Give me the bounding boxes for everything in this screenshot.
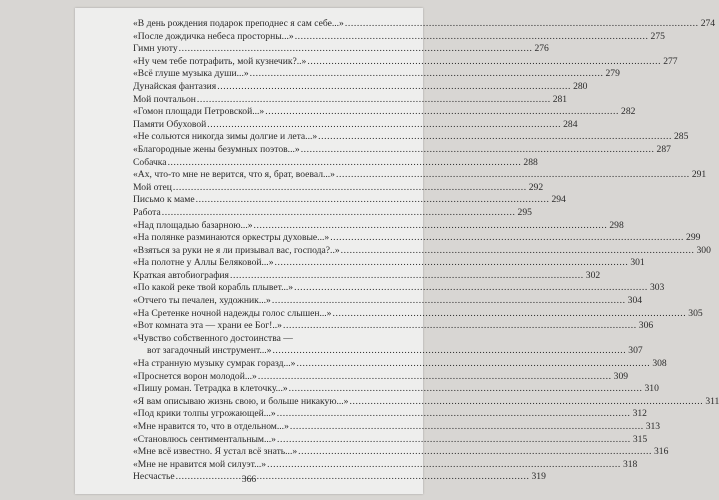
toc-entry bbox=[133, 408, 647, 421]
toc-entry-title: «На полянке разминаются оркестры духовые...» bbox=[133, 232, 330, 244]
toc-entry bbox=[133, 370, 629, 384]
toc-entry-page: 318 bbox=[622, 458, 638, 470]
toc-entry-page: 284 bbox=[563, 118, 578, 130]
toc-entry-page: 301 bbox=[630, 257, 645, 269]
toc-entry-title: Работа bbox=[133, 206, 161, 218]
toc-entry-page: 316 bbox=[653, 446, 669, 458]
leader-dots bbox=[295, 31, 649, 44]
toc-entry bbox=[133, 395, 719, 409]
toc-entry-title: «Не сольются никогда зимы долгие и лета...» bbox=[133, 131, 318, 143]
leader-dots bbox=[330, 232, 684, 245]
leader-dots bbox=[272, 295, 626, 308]
toc-entry bbox=[133, 169, 707, 182]
toc-entry-page: 282 bbox=[621, 106, 636, 118]
toc-entry-page: 304 bbox=[627, 295, 643, 307]
toc-entry bbox=[133, 143, 671, 157]
toc-entry-title: «Вот комната эта — храни ее Бог!..» bbox=[133, 320, 282, 332]
toc-entry-page: 276 bbox=[534, 43, 549, 55]
toc-entry-title: «Чувство собственного достоинства — bbox=[133, 332, 293, 344]
toc-entry bbox=[133, 320, 654, 333]
toc-entry-continuation bbox=[133, 345, 643, 358]
toc-entry bbox=[133, 18, 716, 31]
leader-dots bbox=[258, 371, 612, 384]
toc-entry-title: «Ну чем тебе потрафить, мой кузнечик?..» bbox=[133, 55, 307, 67]
leader-dots bbox=[168, 157, 522, 170]
toc-entry-title: Краткая автобиография bbox=[133, 269, 229, 281]
leader-dots bbox=[277, 434, 631, 447]
toc-entry-title: «Мне всё известно. Я устал всё знать...» bbox=[133, 446, 298, 458]
toc-entry-page: 319 bbox=[531, 471, 546, 483]
toc-entry-title: Мой почтальон bbox=[133, 93, 196, 105]
leader-dots bbox=[197, 94, 551, 107]
toc-entry-title: «Пишу роман. Тетрадка в клеточку...» bbox=[133, 383, 288, 395]
toc-entry-page: 279 bbox=[605, 68, 620, 80]
toc-entry bbox=[133, 194, 566, 207]
leader-dots bbox=[162, 207, 516, 220]
toc-entry-page: 313 bbox=[645, 421, 661, 432]
toc-entry-title: Памяти Обуховой bbox=[133, 118, 207, 130]
toc-entry bbox=[133, 93, 568, 107]
toc-entry-title: «Мне нравится то, что в отдельном...» bbox=[133, 421, 289, 432]
toc-entry bbox=[133, 257, 645, 270]
toc-entry bbox=[133, 118, 578, 132]
leader-dots bbox=[217, 81, 571, 94]
toc-entry bbox=[133, 206, 532, 220]
toc-entry bbox=[133, 30, 665, 44]
toc-entry bbox=[133, 219, 624, 233]
toc-entry-page: 315 bbox=[632, 433, 648, 445]
toc-entry bbox=[133, 282, 665, 295]
toc-entry-title: «Взяться за руки не я ли призывал вас, господа?..» bbox=[133, 244, 340, 256]
leader-dots bbox=[275, 257, 629, 270]
toc-entry-page: 308 bbox=[652, 358, 667, 370]
leader-dots bbox=[254, 220, 608, 233]
toc-entry-page: 311 bbox=[705, 395, 719, 407]
leader-dots bbox=[250, 68, 604, 81]
toc-entry-page: 303 bbox=[649, 282, 665, 294]
leader-dots bbox=[336, 169, 690, 182]
toc-entry-page: 295 bbox=[517, 206, 532, 218]
toc-entry-page: 285 bbox=[674, 131, 689, 143]
toc-entry-title: «На полотне у Аллы Беляковой...» bbox=[133, 257, 274, 269]
leader-dots bbox=[265, 106, 619, 119]
toc-entry-page: 292 bbox=[528, 181, 544, 193]
toc-entry-page: 274 bbox=[700, 18, 716, 29]
toc-entry-title: «Проснется ворон молодой...» bbox=[133, 370, 257, 382]
toc-entry bbox=[133, 433, 648, 447]
toc-entry-title: Гимн уюту bbox=[133, 43, 178, 55]
leader-dots bbox=[345, 18, 699, 31]
toc-entry bbox=[133, 333, 419, 346]
book-page bbox=[75, 8, 719, 494]
toc-entry bbox=[133, 106, 636, 119]
toc-entry-title: «В день рождения подарок преподнес я сам себе...» bbox=[133, 18, 344, 29]
toc-entry-title: «Под крики толпы угрожающей...» bbox=[133, 408, 276, 420]
toc-entry-page: 287 bbox=[656, 143, 671, 155]
toc-entry bbox=[133, 421, 661, 434]
toc-entry bbox=[133, 458, 638, 472]
leader-dots bbox=[341, 245, 695, 258]
toc-entry-title: «Благородные жены безумных поэтов...» bbox=[133, 143, 300, 155]
leader-dots bbox=[290, 421, 644, 434]
toc-entry-title: «Мне не нравится мой силуэт...» bbox=[133, 458, 267, 470]
toc-entry bbox=[133, 131, 689, 144]
leader-dots bbox=[332, 308, 686, 321]
toc-entry-title: «Ах, что-то мне не верится, что я, брат, воевал...» bbox=[133, 169, 335, 181]
table-of-contents bbox=[133, 18, 719, 484]
leader-dots bbox=[301, 144, 655, 157]
leader-dots bbox=[207, 119, 561, 132]
leader-dots bbox=[230, 270, 584, 283]
toc-entry-page: 300 bbox=[696, 244, 711, 256]
toc-entry-title: «Над площадью базарною...» bbox=[133, 219, 253, 231]
toc-entry-title: «Гомон площади Петровской...» bbox=[133, 106, 265, 118]
leader-dots bbox=[272, 345, 626, 358]
toc-entry-title: «Становлюсь сентиментальным...» bbox=[133, 433, 276, 445]
toc-entry-page: 291 bbox=[691, 169, 707, 181]
toc-entry bbox=[133, 80, 588, 94]
toc-entry bbox=[133, 55, 678, 69]
toc-entry bbox=[133, 156, 538, 170]
leader-dots bbox=[277, 408, 631, 421]
toc-entry bbox=[133, 295, 643, 308]
page-number: 366 bbox=[241, 474, 257, 485]
leader-dots bbox=[267, 459, 621, 472]
toc-entry-title: «На странную музыку сумрак горазд...» bbox=[133, 358, 296, 370]
leader-dots bbox=[289, 383, 643, 396]
toc-entry bbox=[133, 232, 701, 245]
toc-entry-title: Мой отец bbox=[133, 181, 172, 193]
toc-entry bbox=[133, 43, 549, 56]
toc-entry-page: 307 bbox=[628, 345, 643, 357]
leader-dots bbox=[173, 182, 527, 195]
leader-dots bbox=[298, 446, 652, 459]
toc-entry bbox=[133, 358, 667, 371]
toc-entry bbox=[133, 383, 659, 396]
leader-dots bbox=[296, 358, 650, 371]
toc-entry-page: 288 bbox=[523, 156, 538, 168]
leader-dots bbox=[307, 56, 661, 69]
leader-dots bbox=[196, 194, 550, 207]
toc-entry-title: «Отчего ты печален, художник...» bbox=[133, 295, 271, 307]
toc-entry-page: 299 bbox=[686, 232, 701, 244]
toc-entry-title: Дунайская фантазия bbox=[133, 80, 217, 92]
toc-entry bbox=[133, 269, 601, 283]
leader-dots bbox=[294, 282, 648, 295]
toc-entry-page: 310 bbox=[644, 383, 659, 395]
toc-entry-page: 280 bbox=[573, 80, 588, 92]
leader-dots bbox=[318, 131, 672, 144]
toc-entry-title: Письмо к маме bbox=[133, 194, 195, 206]
toc-entry-title: «После дождичка небеса просторны...» bbox=[133, 30, 294, 42]
toc-entry bbox=[133, 68, 620, 81]
leader-dots bbox=[179, 43, 533, 56]
toc-entry-page: 305 bbox=[688, 307, 703, 319]
toc-entry bbox=[133, 244, 711, 258]
toc-entry-page: 294 bbox=[551, 194, 566, 206]
toc-entry bbox=[133, 446, 669, 459]
toc-entry-page: 302 bbox=[585, 269, 601, 281]
toc-entry-page: 275 bbox=[650, 30, 665, 42]
toc-entry-page: 306 bbox=[638, 320, 654, 332]
leader-dots bbox=[349, 396, 703, 409]
toc-entry-page: 277 bbox=[663, 55, 678, 67]
toc-entry-title: «На Сретенке ночной надежды голос слышен...» bbox=[133, 307, 332, 319]
toc-entry-title: Собачка bbox=[133, 156, 167, 168]
toc-entry bbox=[133, 307, 703, 321]
toc-entry-title: «Всё глуше музыка души...» bbox=[133, 68, 249, 80]
toc-entry-page: 298 bbox=[609, 219, 624, 231]
toc-entry-page: 312 bbox=[632, 408, 647, 420]
toc-entry-page: 309 bbox=[613, 370, 629, 382]
leader-dots bbox=[283, 320, 637, 333]
toc-entry-title: вот загадочный инструмент...» bbox=[147, 345, 272, 357]
toc-entry-title: «Я вам описываю жизнь свою, и больше никакую...» bbox=[133, 395, 349, 407]
toc-entry-title: Несчастье bbox=[133, 471, 175, 483]
toc-entry-page: 281 bbox=[552, 93, 568, 105]
toc-entry bbox=[133, 181, 544, 195]
toc-entry-title: «По какой реке твой корабль плывет...» bbox=[133, 282, 294, 294]
